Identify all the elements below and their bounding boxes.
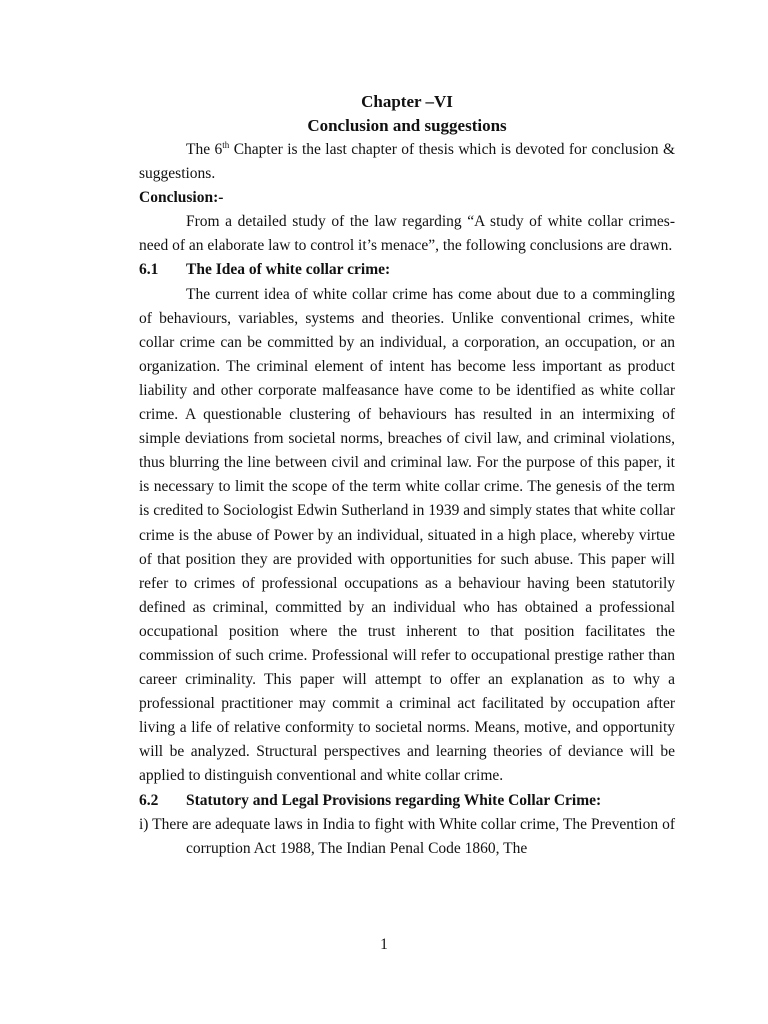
section-6-1-title: The Idea of white collar crime: [186, 261, 391, 279]
section-6-1-number: 6.1 [139, 261, 159, 279]
list-item-i [139, 813, 675, 861]
section-6-1-body: The current idea of white collar crime has come about due to a commingling of behaviours, variables, systems and theories. Unlike conventional crimes, white collar crime can be committed by an individual, a corporation, an occupation, or an organization. The criminal element of intent has become less important as product liability and other corporate malfeasance have come to be identified as white collar crime. A questionable clustering of behaviours has resulted in an intermixing of simple deviations from societal norms, breaches of civil law, and criminal violations, thus blurring the line between civil and criminal law. For the purpose of this paper, it is necessary to limit the scope of the term white collar crime. The genesis of the term is credited to Sociologist Edwin Sutherland in 1939 and simply states that white collar crime is the abuse of Power by an individual, situated in a high place, whereby virtue of that position they are provided with opportunities for such abuse. This paper will refer to crimes of professional occupations as a behaviour having been statutorily defined as criminal, committed by an individual who has obtained a professional occupational position where the trust inherent to that position facilitates the commission of such crime. Professional will refer to occupational prestige rather than career criminality. This paper will attempt to offer an explanation as to why a professional practitioner may commit a criminal act facilitated by occupation after living a life of relative conformity to societal norms. Means, motive, and opportunity will be analyzed. Structural perspectives and learning theories of deviance will be applied to distinguish conventional and white collar crime. [139, 285, 675, 785]
list-item-marker: i) [139, 815, 149, 833]
chapter-title: Conclusion and suggestions [307, 116, 507, 135]
intro-text-before: The 6 [186, 141, 223, 158]
conclusion-paragraph: From a detailed study of the law regarding “A study of white collar crimes- need of an elaborate law to control it’s menace”, the following conclusions are drawn. [139, 213, 675, 255]
intro-text-after: Chapter is the last chapter of thesis which is devoted for conclusion & suggestions. [139, 141, 675, 183]
section-6-1-heading [139, 258, 675, 282]
list-item-text: There are adequate laws in India to fight with White collar crime, The Prevention of corruption Act 1988, The Indian Penal Code 1860, The [152, 815, 675, 857]
intro-paragraph [139, 138, 675, 186]
intro-superscript: th [222, 139, 230, 150]
section-6-2-number: 6.2 [139, 791, 159, 809]
page-number: 1 [380, 936, 388, 953]
chapter-heading: Chapter –VI [361, 92, 453, 111]
section-6-2-heading [139, 789, 675, 813]
document-page [139, 90, 675, 861]
section-6-2-title: Statutory and Legal Provisions regarding White Collar Crime: [186, 791, 602, 809]
conclusion-heading: Conclusion:- [139, 189, 224, 207]
